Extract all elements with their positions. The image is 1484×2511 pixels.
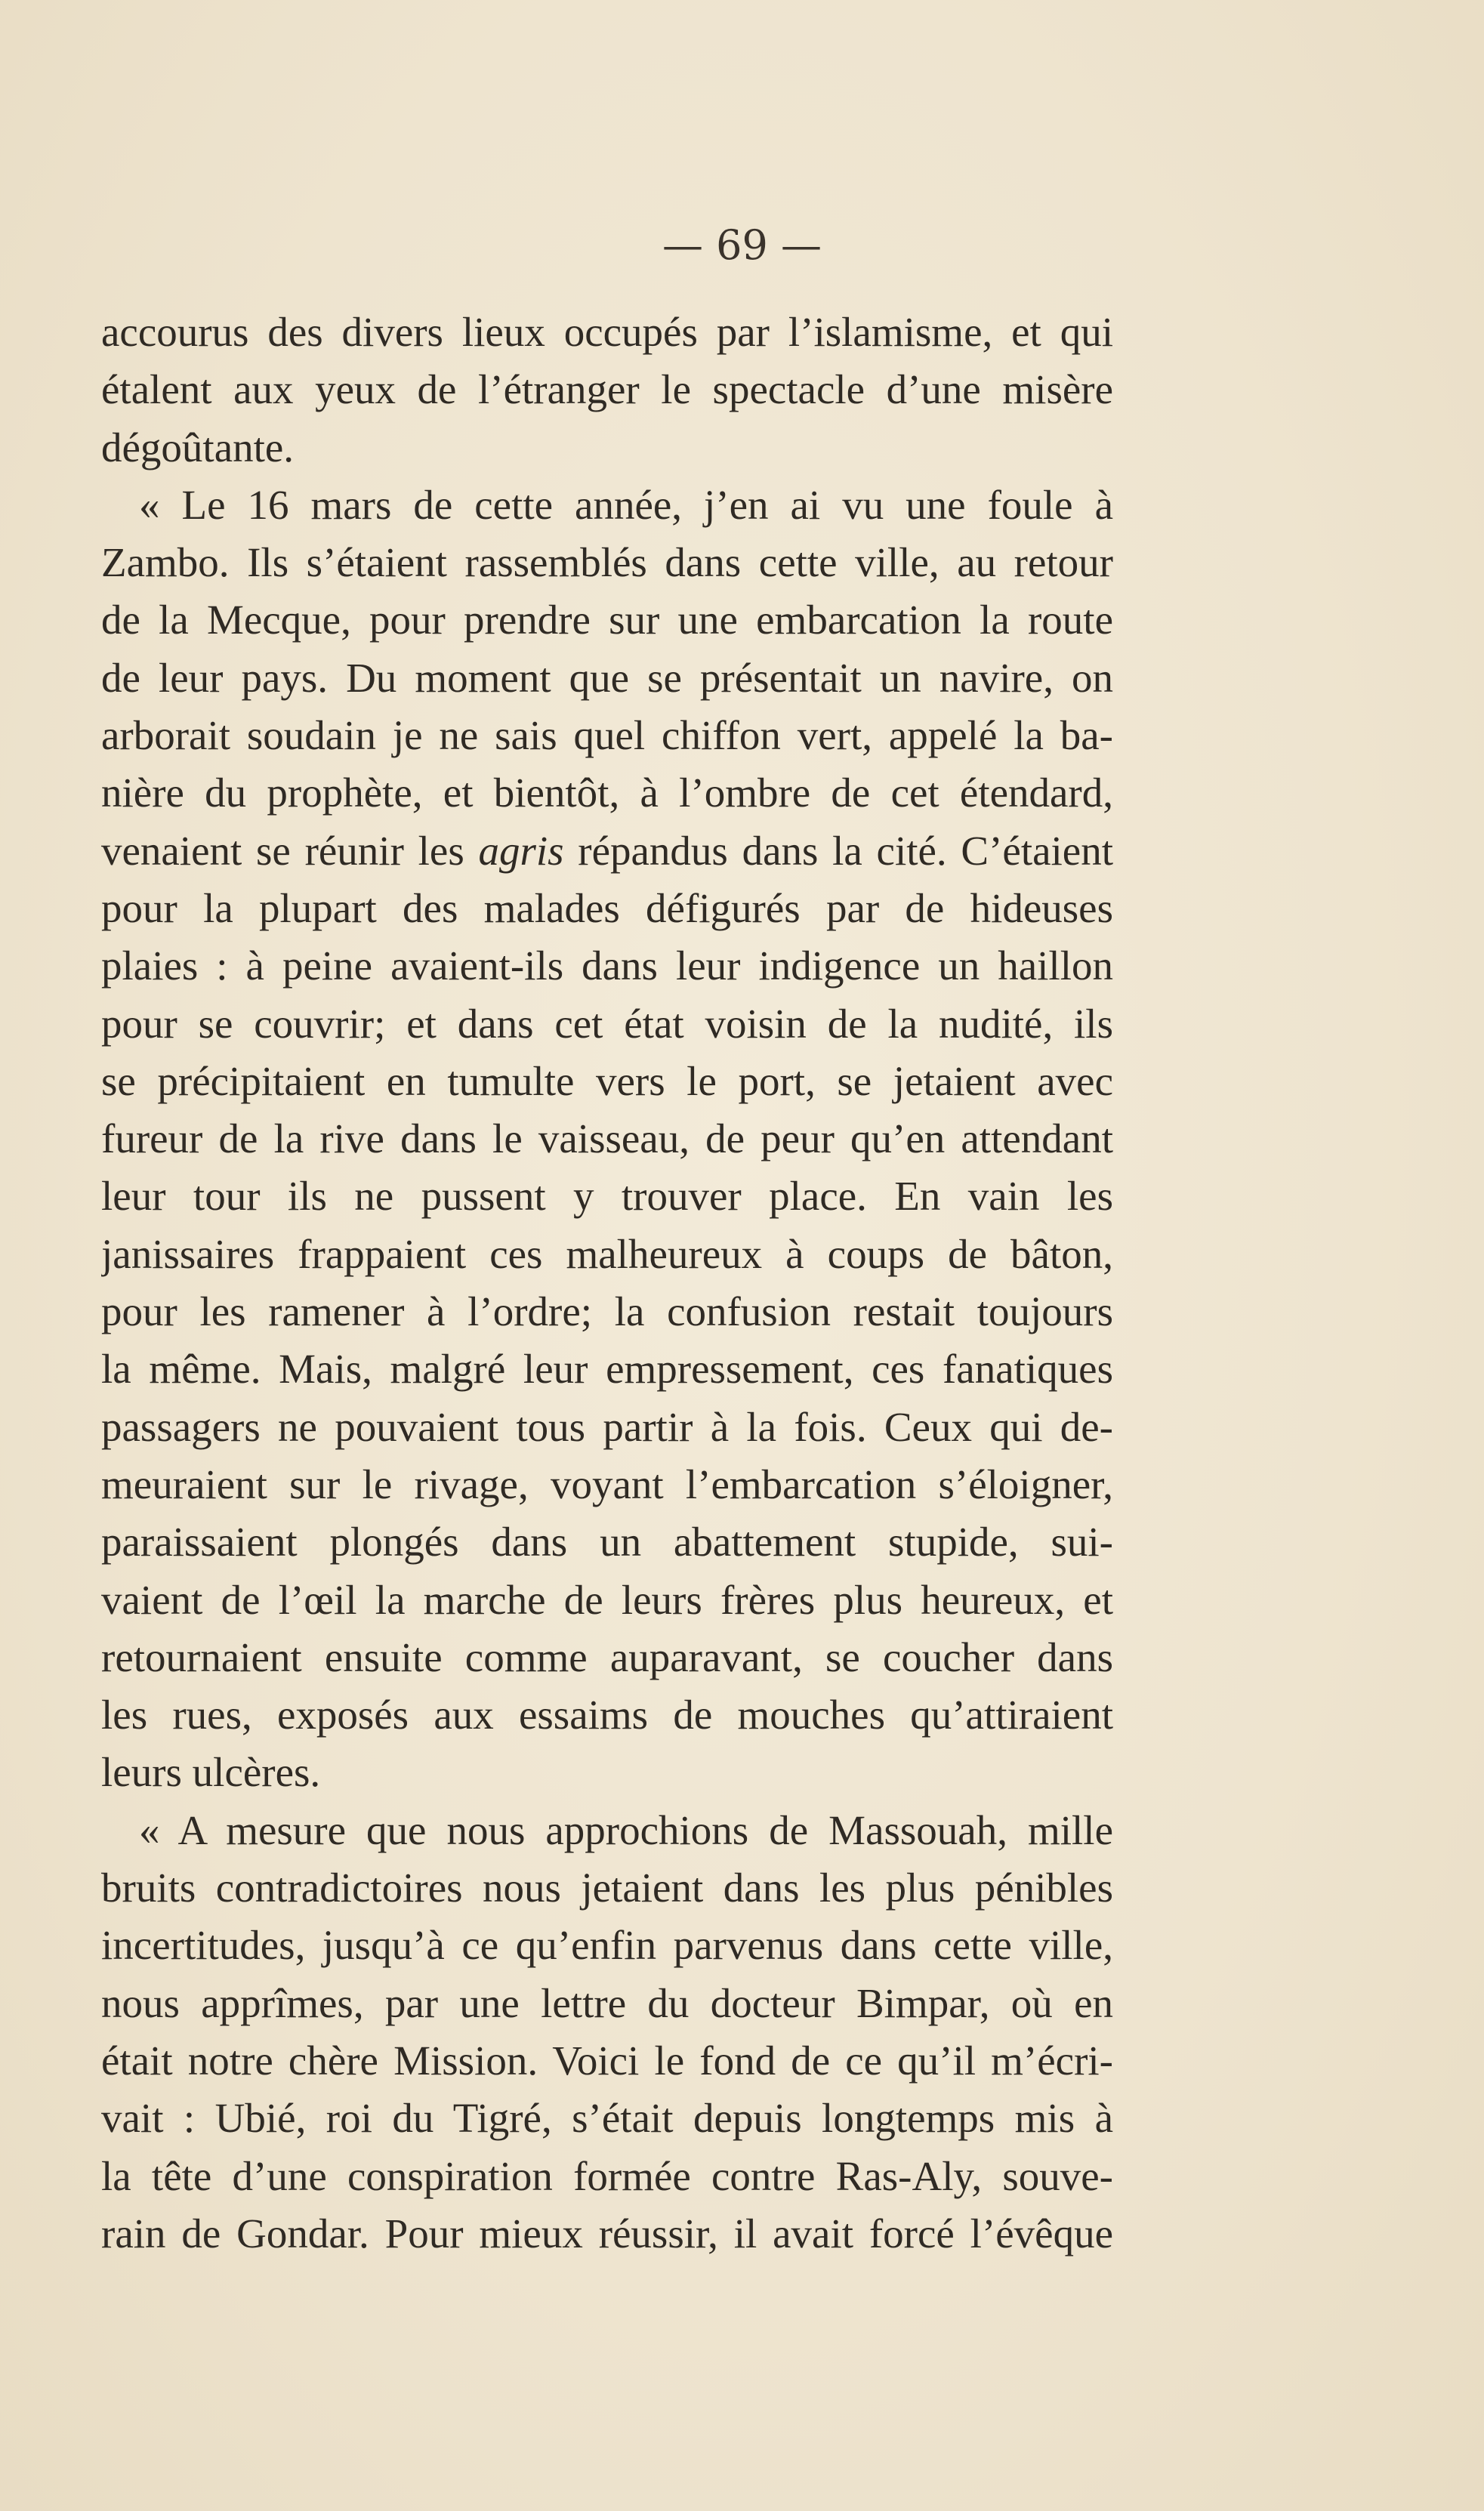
text-line: accourus des divers lieux occupés par l’islamisme, et qui [101, 309, 1113, 355]
text-line: les rues, exposés aux essaims de mouches qu’attiraient [101, 1692, 1113, 1738]
text-line: « A mesure que nous approchions de Massouah, mille [139, 1806, 1113, 1853]
text-line: leur tour ils ne pussent y trouver place. En vain les [101, 1173, 1113, 1220]
text-line: leurs ulcères. [101, 1749, 321, 1796]
text-line: incertitudes, jusqu’à ce qu’enfin parvenus dans cette ville, [101, 1922, 1113, 1969]
text-line: nière du prophète, et bientôt, à l’ombre de cet étendard, [101, 770, 1113, 816]
text-line: se précipitaient en tumulte vers le port, se jetaient avec [101, 1057, 1113, 1104]
text-line: vaient de l’œil la marche de leurs frères plus heureux, et [101, 1576, 1113, 1623]
text-line: pour les ramener à l’ordre; la confusion restait toujours [101, 1288, 1113, 1335]
text-line: la même. Mais, malgré leur empressement, ces fanatiques [101, 1346, 1113, 1393]
text-line: Zambo. Ils s’étaient rassemblés dans cette ville, au retour [101, 539, 1113, 586]
text-line: pour se couvrir; et dans cet état voisin de la nudité, ils [101, 1000, 1113, 1047]
text-line: de la Mecque, pour prendre sur une embarcation la route [101, 597, 1113, 643]
text-line: pour la plupart des malades défigurés par de hideuses [101, 884, 1113, 931]
text-line: plaies : à peine avaient-ils dans leur indigence un haillon [101, 942, 1113, 989]
text-line: bruits contradictoires nous jetaient dans les plus pénibles [101, 1865, 1113, 1911]
text-line: dégoûtante. [101, 424, 295, 470]
italic-word: agris [478, 827, 564, 874]
text-line: de leur pays. Du moment que se présentait un navire, on [101, 654, 1113, 701]
text-line: fureur de la rive dans le vaisseau, de peur qu’en attendant [101, 1115, 1113, 1162]
text-line: arborait soudain je ne sais quel chiffon vert, appelé la ba- [101, 712, 1113, 759]
body-text [101, 304, 1113, 2263]
text-line: retournaient ensuite comme auparavant, se coucher dans [101, 1633, 1113, 1680]
text-line [101, 822, 1113, 880]
text-line: étalent aux yeux de l’étranger le spectacle d’une misère [101, 366, 1113, 413]
text-line-segment: venaient se réunir les [101, 827, 479, 874]
text-line: paraissaient plongés dans un abattement stupide, sui- [101, 1519, 1113, 1566]
text-line: janissaires frappaient ces malheureux à coups de bâton, [101, 1230, 1113, 1277]
text-line: rain de Gondar. Pour mieux réussir, il avait forcé l’évêque [101, 2210, 1113, 2257]
text-line-segment: répandus dans la cité. C’étaient [563, 827, 1113, 874]
text-line: passagers ne pouvaient tous partir à la fois. Ceux qui de- [101, 1403, 1113, 1450]
text-line: la tête d’une conspiration formée contre Ras-Aly, souve- [101, 2152, 1113, 2199]
text-line: nous apprîmes, par une lettre du docteur Bimpar, où en [101, 1979, 1113, 2026]
page-number: — 69 — [662, 221, 822, 269]
text-line: était notre chère Mission. Voici le fond de ce qu’il m’écri- [101, 2037, 1113, 2084]
text-line: meuraient sur le rivage, voyant l’embarcation s’éloigner, [101, 1461, 1113, 1507]
text-line: vait : Ubié, roi du Tigré, s’était depuis longtemps mis à [101, 2095, 1113, 2142]
text-line: « Le 16 mars de cette année, j’en ai vu une foule à [139, 481, 1113, 528]
